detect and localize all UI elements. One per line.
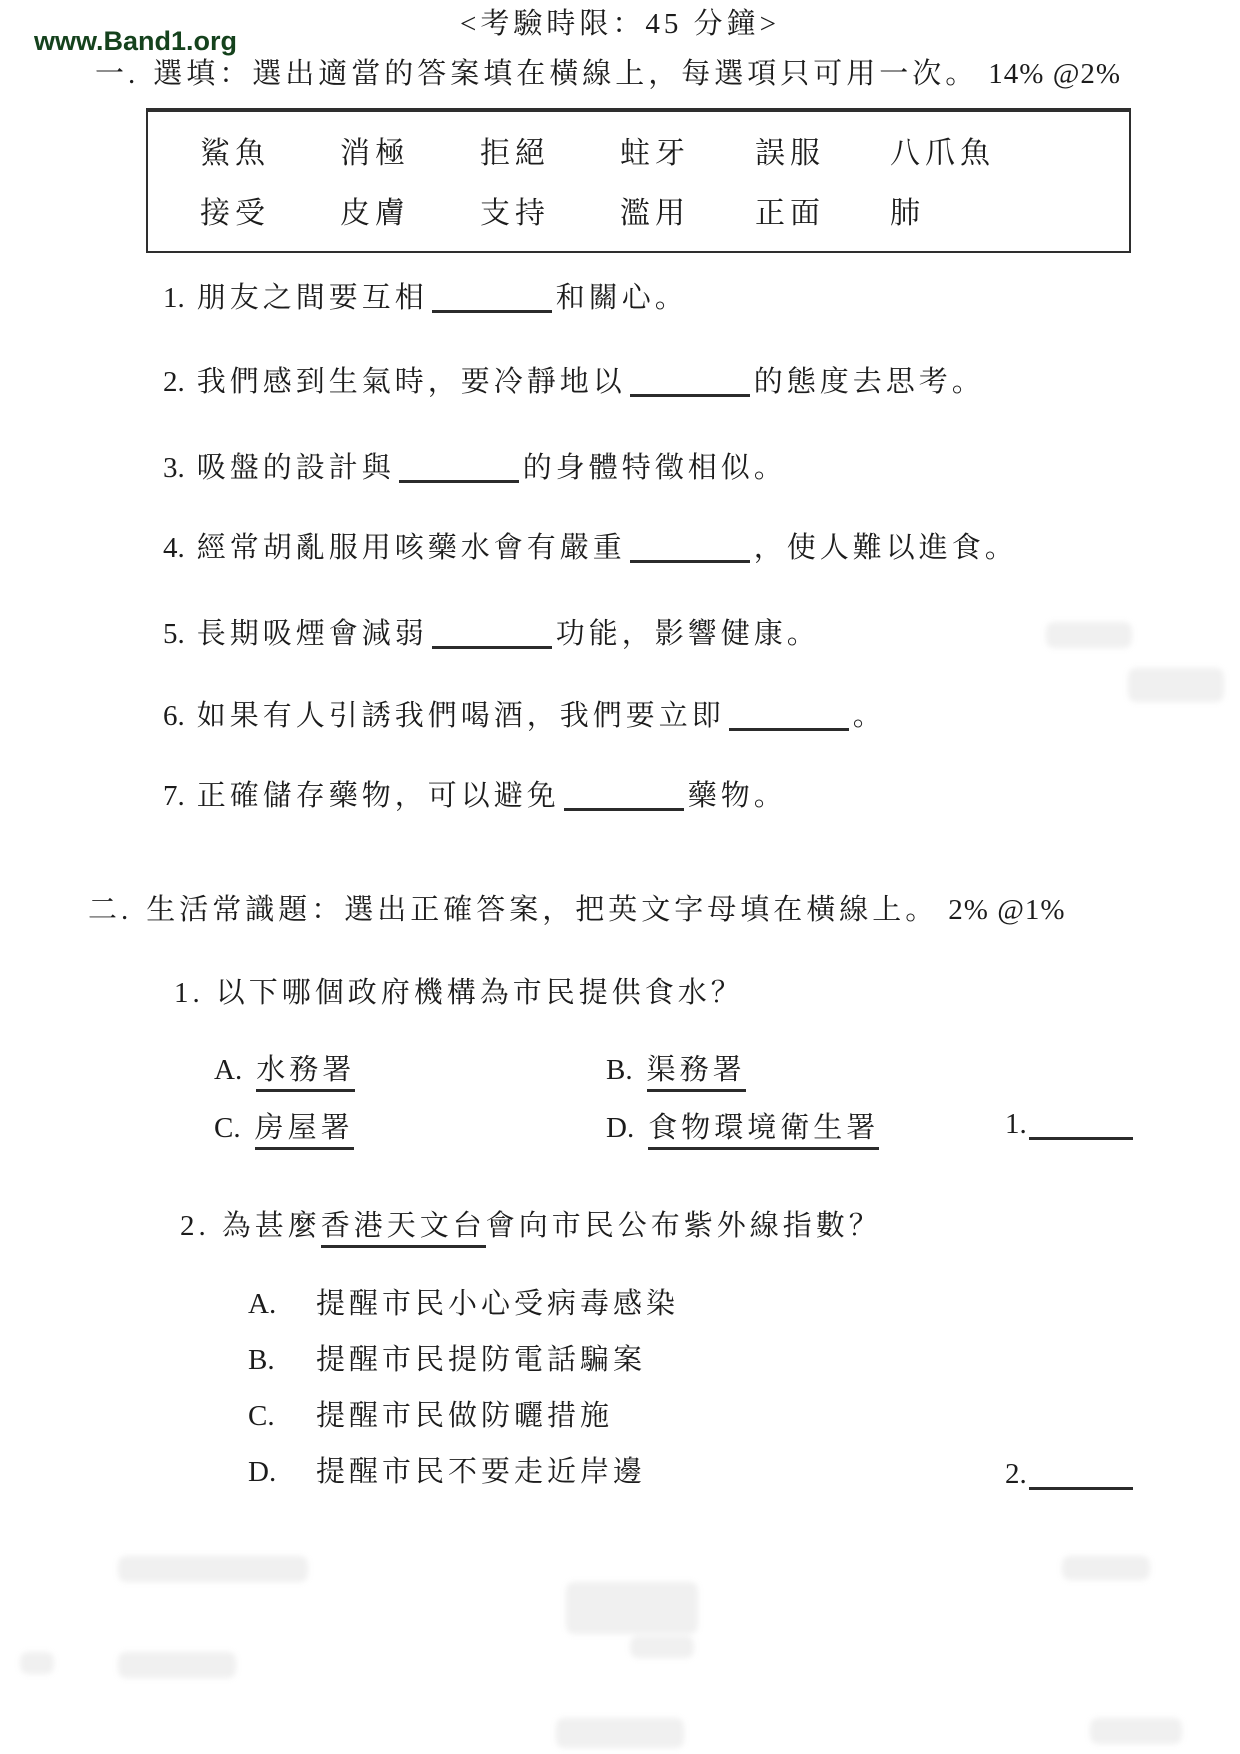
word-bank xyxy=(146,108,1131,253)
answer-slot-1 xyxy=(1005,1108,1133,1141)
fill-question-7 xyxy=(163,778,787,814)
option-letter: A. xyxy=(248,1288,277,1320)
word-bank-item: 誤服 xyxy=(755,137,825,170)
question-text-after: 的身體特徵相似。 xyxy=(522,452,787,484)
question-number: 2. xyxy=(180,1210,210,1242)
answer-line[interactable] xyxy=(1029,1111,1133,1140)
fill-question-4 xyxy=(163,530,1018,566)
option-text: 房屋署 xyxy=(255,1112,354,1150)
section-two-score: 2% @1% xyxy=(948,894,1066,926)
question-number: 3. xyxy=(163,452,185,484)
fill-question-2 xyxy=(163,364,985,400)
question-text-before: 如果有人引誘我們喝酒，我們要立即 xyxy=(196,700,725,732)
fill-question-3 xyxy=(163,450,787,486)
word-bank-item: 濫用 xyxy=(620,197,690,230)
mc2-option-d[interactable] xyxy=(248,1454,646,1490)
mc2-option-a[interactable] xyxy=(248,1286,679,1322)
fill-question-1 xyxy=(163,280,688,316)
question-text-before: 朋友之間要互相 xyxy=(196,282,428,314)
word-bank-item: 八爪魚 xyxy=(890,137,995,170)
option-text: 提醒市民小心受病毒感染 xyxy=(316,1288,680,1320)
question-text-before: 正確儲存藥物，可以避免 xyxy=(196,780,560,812)
answer-blank[interactable] xyxy=(630,534,750,563)
question-number: 7. xyxy=(163,780,185,812)
scan-artifact xyxy=(556,1718,684,1748)
option-text: 提醒市民提防電話騙案 xyxy=(316,1344,647,1376)
scan-artifact xyxy=(566,1582,698,1634)
question-text-underlined: 香港天文台 xyxy=(321,1210,486,1248)
option-text: 渠務署 xyxy=(647,1054,746,1092)
scan-artifact xyxy=(1128,668,1224,702)
answer-blank[interactable] xyxy=(399,454,519,483)
word-bank-item: 支持 xyxy=(480,197,550,230)
section-one-instructions: 選填：選出適當的答案填在橫線上，每選項只可用一次。 xyxy=(153,58,979,90)
mc-question-1 xyxy=(174,975,744,1011)
mc-question-2 xyxy=(180,1208,882,1244)
answer-blank[interactable] xyxy=(729,702,849,731)
scan-artifact xyxy=(1090,1718,1182,1744)
scan-artifact xyxy=(1062,1556,1150,1580)
option-letter: B. xyxy=(606,1054,633,1086)
question-text-before: 經常胡亂服用咳藥水會有嚴重 xyxy=(196,532,626,564)
mc1-option-a[interactable] xyxy=(214,1052,355,1088)
word-bank-item: 接受 xyxy=(200,197,270,230)
option-letter: A. xyxy=(214,1054,243,1086)
answer-line[interactable] xyxy=(1029,1461,1133,1490)
mc2-option-c[interactable] xyxy=(248,1398,613,1434)
question-text-after: 功能，影響健康。 xyxy=(555,618,820,650)
question-number: 6. xyxy=(163,700,185,732)
section-two-heading xyxy=(88,892,1066,928)
mc1-option-c[interactable] xyxy=(214,1110,354,1146)
word-bank-item: 拒絕 xyxy=(480,137,550,170)
word-bank-item: 肺 xyxy=(890,197,925,230)
section-one-heading xyxy=(95,56,1121,92)
option-letter: D. xyxy=(248,1456,277,1488)
option-text: 提醒市民做防曬措施 xyxy=(316,1400,614,1432)
question-text-after: 的態度去思考。 xyxy=(753,366,985,398)
question-text-before: 長期吸煙會減弱 xyxy=(196,618,428,650)
fill-question-6 xyxy=(163,698,886,734)
word-bank-item: 消極 xyxy=(340,137,410,170)
answer-slot-label: 1. xyxy=(1005,1108,1027,1140)
scan-artifact xyxy=(118,1652,236,1678)
option-text: 水務署 xyxy=(256,1054,355,1092)
answer-blank[interactable] xyxy=(564,782,684,811)
question-number: 5. xyxy=(163,618,185,650)
question-number: 4. xyxy=(163,532,185,564)
answer-slot-2 xyxy=(1005,1458,1133,1491)
fill-question-5 xyxy=(163,616,820,652)
option-text: 提醒市民不要走近岸邊 xyxy=(316,1456,647,1488)
question-text-after: 會向市民公布紫外線指數？ xyxy=(485,1210,882,1242)
word-bank-item: 皮膚 xyxy=(340,197,410,230)
question-text-after: 。 xyxy=(852,700,886,732)
option-letter: B. xyxy=(248,1344,275,1376)
mc2-option-b[interactable] xyxy=(248,1342,646,1378)
question-number: 1. xyxy=(163,282,185,314)
question-number: 1. xyxy=(174,977,204,1009)
question-text-before: 我們感到生氣時，要冷靜地以 xyxy=(196,366,626,398)
word-bank-item: 正面 xyxy=(755,197,825,230)
site-watermark: www.Band1.org xyxy=(34,26,238,56)
scan-artifact xyxy=(20,1652,54,1674)
answer-blank[interactable] xyxy=(432,620,552,649)
scan-artifact xyxy=(630,1636,694,1658)
question-text-after: 藥物。 xyxy=(687,780,787,812)
option-text: 食物環境衛生署 xyxy=(648,1112,879,1150)
option-letter: D. xyxy=(606,1112,635,1144)
question-number: 2. xyxy=(163,366,185,398)
question-text: 以下哪個政府機構為市民提供食水？ xyxy=(215,977,744,1009)
option-letter: C. xyxy=(248,1400,275,1432)
question-text-after: 和關心。 xyxy=(555,282,688,314)
word-bank-item: 蛀牙 xyxy=(620,137,690,170)
question-text-before: 吸盤的設計與 xyxy=(196,452,395,484)
mc1-option-b[interactable] xyxy=(606,1052,746,1088)
answer-slot-label: 2. xyxy=(1005,1458,1027,1490)
section-one-score: 14% @2% xyxy=(988,58,1122,90)
question-text-after: ，使人難以進食。 xyxy=(753,532,1018,564)
exam-time-limit-title: <考驗時限：45 分鐘> xyxy=(460,8,780,40)
answer-blank[interactable] xyxy=(630,368,750,397)
question-text-before: 為甚麼 xyxy=(221,1210,321,1242)
answer-blank[interactable] xyxy=(432,284,552,313)
option-letter: C. xyxy=(214,1112,241,1144)
scan-artifact xyxy=(118,1556,308,1582)
mc1-option-d[interactable] xyxy=(606,1110,879,1146)
section-one-number: 一. xyxy=(95,58,140,90)
section-two-number: 二. xyxy=(88,894,133,926)
word-bank-item: 鯊魚 xyxy=(200,137,270,170)
section-two-instructions: 生活常識題：選出正確答案，把英文字母填在橫線上。 xyxy=(146,894,939,926)
scan-artifact xyxy=(1046,622,1132,648)
